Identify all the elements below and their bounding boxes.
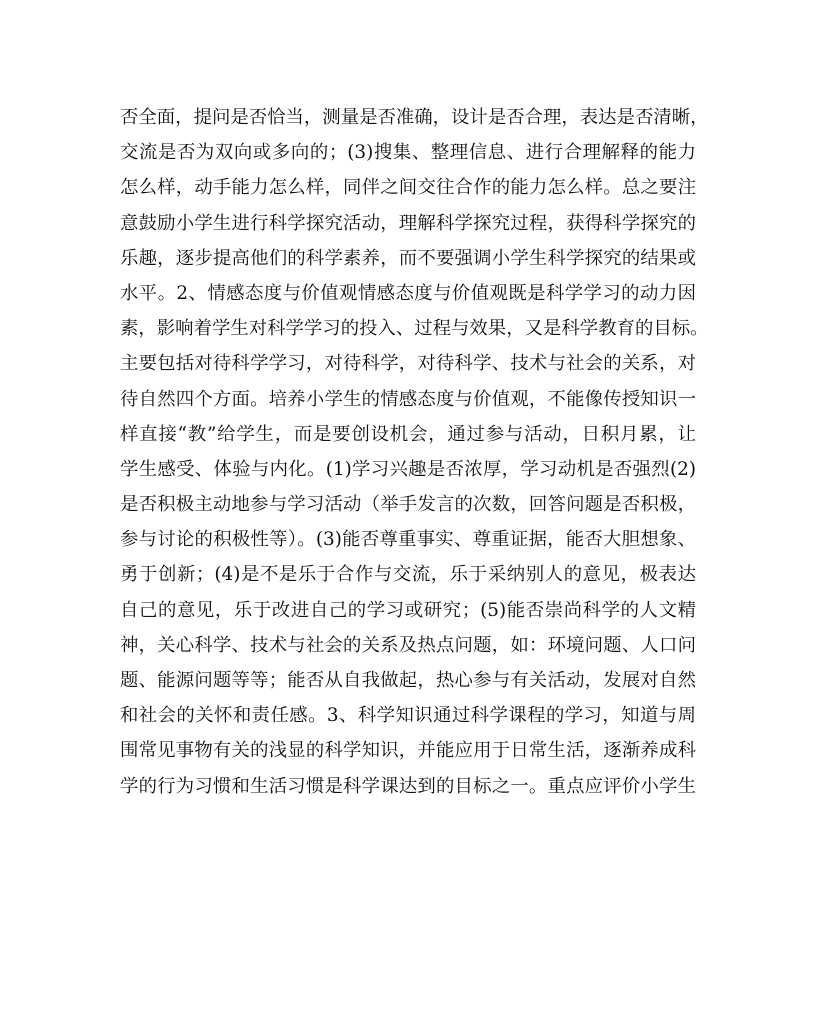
text-line: 自己的意见，乐于改进自己的学习或研究；(5)能否崇尚科学的人文精	[120, 599, 696, 621]
text-line: 神，关心科学、技术与社会的关系及热点问题，如：环境问题、人口问	[120, 634, 696, 656]
text-line: 怎么样，动手能力怎么样，同伴之间交往合作的能力怎么样。总之要注	[120, 177, 696, 199]
text-line: 待自然四个方面。培养小学生的情感态度与价值观，不能像传授知识一	[120, 388, 696, 410]
text-line: 主要包括对待科学学习，对待科学，对待科学、技术与社会的关系，对	[120, 353, 696, 375]
body-text	[120, 100, 709, 804]
text-line: 意鼓励小学生进行科学探究活动，理解科学探究过程，获得科学探究的	[120, 212, 696, 234]
text-line: 否全面，提问是否恰当，测量是否准确，设计是否合理，表达是否清晰，	[120, 107, 709, 128]
text-line: 勇于创新；(4)是不是乐于合作与交流，乐于采纳别人的意见，极表达	[120, 564, 696, 586]
text-line: 和社会的关怀和责任感。3、科学知识通过科学课程的学习，知道与周	[120, 705, 696, 727]
text-line: 参与讨论的积极性等）。(3)能否尊重事实、尊重证据，能否大胆想象、	[120, 529, 696, 551]
text-line: 题、能源问题等等；能否从自我做起，热心参与有关活动，发展对自然	[120, 670, 696, 691]
text-line: 学生感受、体验与内化。(1)学习兴趣是否浓厚，学习动机是否强烈(2)	[120, 458, 696, 480]
text-line: 乐趣，逐步提高他们的科学素养，而不要强调小学生科学探究的结果或	[120, 247, 696, 269]
text-line: 围常见事物有关的浅显的科学知识，并能应用于日常生活，逐渐养成科	[120, 740, 696, 762]
text-line: 学的行为习惯和生活习惯是科学课达到的目标之一。重点应评价小学生	[120, 775, 696, 797]
text-line: 样直接“教”给学生，而是要创设机会，通过参与活动，日积月累，让	[120, 423, 696, 445]
text-line: 水平。2、情感态度与价值观情感态度与价值观既是科学学习的动力因	[120, 282, 696, 304]
text-line: 是否积极主动地参与学习活动（举手发言的次数，回答问题是否积极，	[120, 494, 696, 516]
text-line: 素，影响着学生对科学学习的投入、过程与效果，又是科学教育的目标。	[120, 318, 709, 340]
text-line: 交流是否为双向或多向的；(3)搜集、整理信息、进行合理解释的能力	[120, 142, 696, 164]
